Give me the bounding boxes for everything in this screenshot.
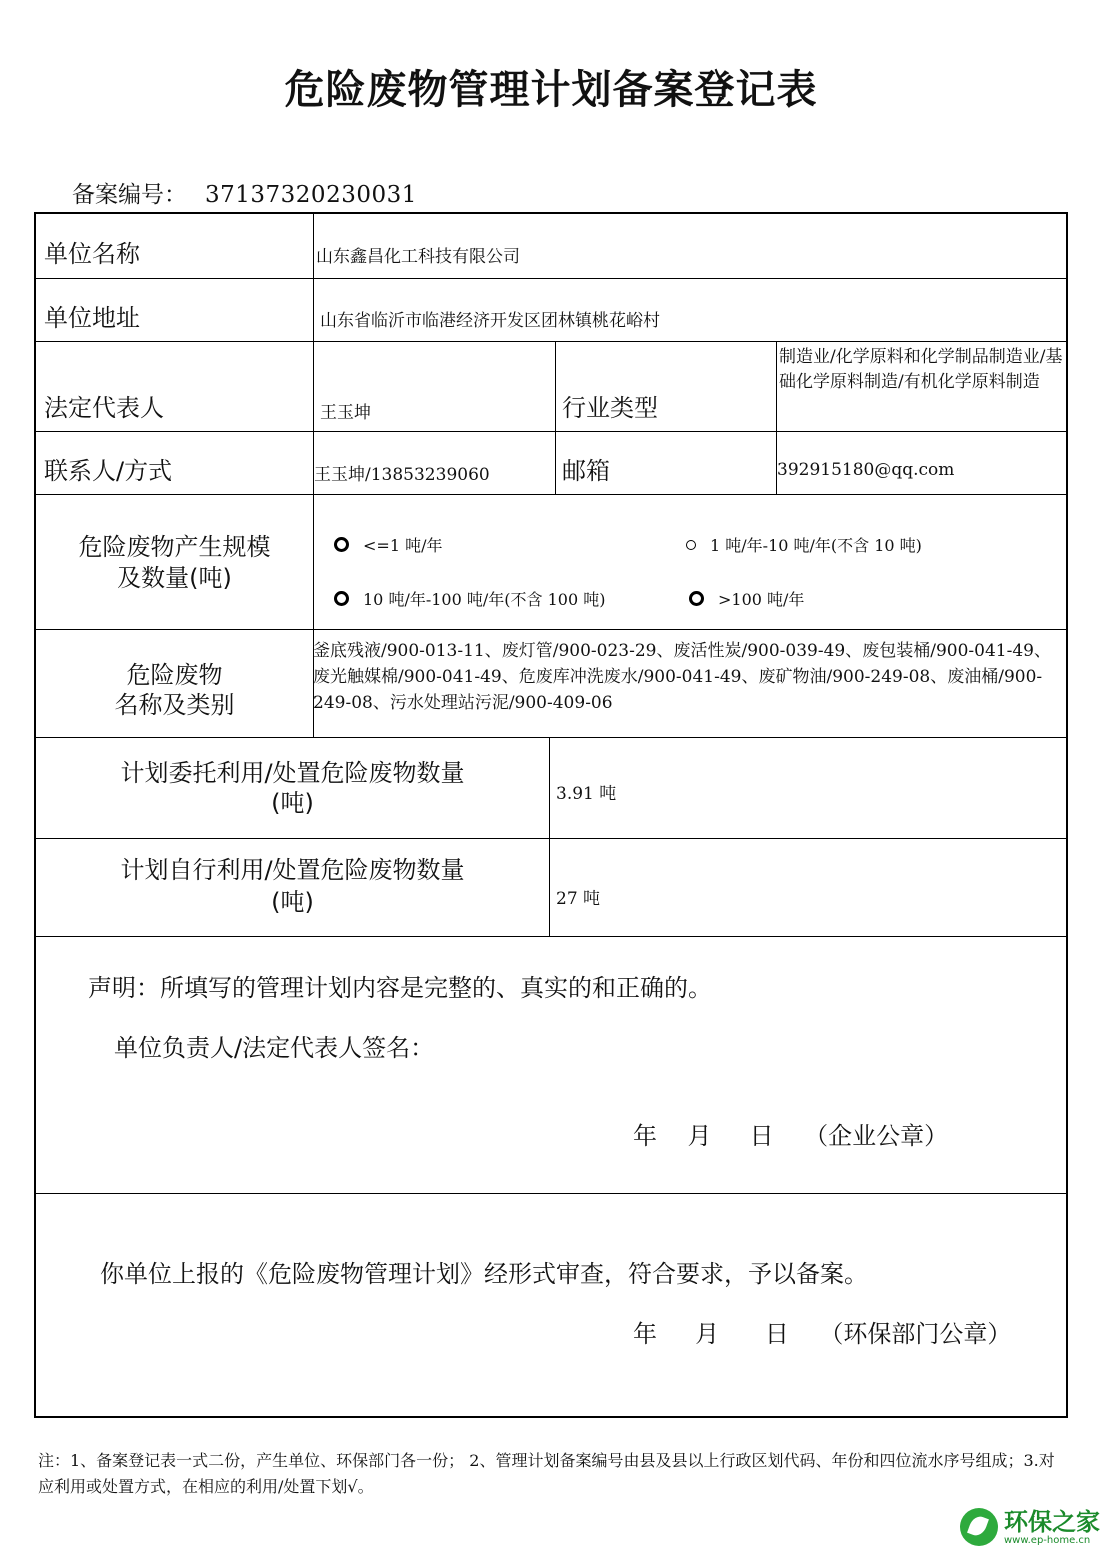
unit-name-label: 单位名称 <box>44 240 140 268</box>
registration-row <box>72 176 417 209</box>
unit-address-value: 山东省临沂市临港经济开发区团林镇桃花峪村 <box>320 311 660 331</box>
registration-number: 37137320230031 <box>205 182 417 208</box>
signature-label: 单位负责人/法定代表人签名： <box>114 1034 435 1062</box>
scale-option-3[interactable]: 10 吨/年-100 吨/年(不含 100 吨) <box>334 587 605 610</box>
scale-label-line1: 危险废物产生规模 <box>78 533 271 561</box>
unit-name-value: 山东鑫昌化工科技有限公司 <box>316 247 520 267</box>
registration-label: 备案编号： <box>72 182 187 208</box>
self-label <box>36 854 549 918</box>
self-value: 27 吨 <box>556 889 601 909</box>
row-divider <box>36 737 1066 738</box>
radio-icon <box>334 591 349 606</box>
watermark-url: www.ep-home.cn <box>1004 1534 1091 1546</box>
self-label-line1: 计划自行利用/处置危险废物数量 <box>120 856 465 884</box>
row-divider <box>36 838 1066 839</box>
entrust-value: 3.91 吨 <box>556 784 617 804</box>
col-divider <box>555 341 556 494</box>
contact-label: 联系人/方式 <box>44 457 173 485</box>
scale-label <box>36 532 313 594</box>
form-table <box>34 212 1068 1418</box>
email-value: 392915180@qq.com <box>777 460 955 480</box>
scale-option-2[interactable]: 1 吨/年-10 吨/年(不含 10 吨) <box>686 533 922 556</box>
email-label: 邮箱 <box>562 457 610 485</box>
col-divider <box>549 737 550 936</box>
leaf-icon <box>960 1508 998 1546</box>
contact-value: 王玉坤/13853239060 <box>314 465 490 485</box>
industry-value: 制造业/化学原料和化学制品制造业/基础化学原料制造/有机化学原料制造 <box>779 347 1063 392</box>
entrust-label-line2: (吨) <box>271 789 314 817</box>
row-divider <box>36 278 1066 279</box>
scale-option-4[interactable]: >100 吨/年 <box>689 587 804 610</box>
row-divider <box>36 629 1066 630</box>
row-divider <box>36 431 1066 432</box>
enterprise-date-seal: 年 月 日 （企业公章） <box>633 1122 949 1150</box>
watermark-name: 环保之家 <box>1004 1507 1100 1536</box>
unit-address-label: 单位地址 <box>44 304 140 332</box>
footnote: 注：1、备案登记表一式二份，产生单位、环保部门各一份； 2、管理计划备案编号由县及县以上行政区划代码、年份和四位流水序号组成；3.对应利用或处置方式，在相应的利用/处置下划√。 <box>38 1451 1055 1496</box>
approval-text: 你单位上报的《危险废物管理计划》经形式审查，符合要求，予以备案。 <box>100 1260 868 1288</box>
scale-option-1[interactable]: <=1 吨/年 <box>334 533 442 556</box>
entrust-label-line1: 计划委托利用/处置危险废物数量 <box>120 759 465 787</box>
declaration-statement: 声明：所填写的管理计划内容是完整的、真实的和正确的。 <box>88 974 712 1002</box>
scale-label-line2: 及数量(吨) <box>117 564 232 592</box>
waste-label <box>36 660 313 720</box>
self-label-line2: (吨) <box>271 888 314 916</box>
page-title: 危险废物管理计划备案登记表 <box>284 67 818 113</box>
industry-label: 行业类型 <box>562 394 658 422</box>
radio-icon <box>686 540 696 550</box>
row-divider <box>36 494 1066 495</box>
watermark-logo <box>960 1508 1100 1546</box>
legal-rep-label: 法定代表人 <box>44 394 164 422</box>
radio-icon <box>689 591 704 606</box>
epa-date-seal: 年 月 日 （环保部门公章） <box>633 1320 1012 1348</box>
radio-icon <box>334 537 349 552</box>
waste-value: 釜底残液/900-013-11、废灯管/900-023-29、废活性炭/900-039-49、废包装桶/900-041-49、废光触媒棉/900-041-49、危废库冲洗废水/900-041-49、废矿物油/900-249-08、废油桶/900-249-08、污水处理站污泥/900-409-06 <box>313 641 1051 713</box>
legal-rep-value: 王玉坤 <box>320 403 371 423</box>
row-divider <box>36 341 1066 342</box>
waste-label-line2: 名称及类别 <box>114 691 235 719</box>
entrust-label <box>36 758 549 818</box>
row-divider <box>36 936 1066 937</box>
row-divider <box>36 1193 1066 1194</box>
waste-label-line1: 危险废物 <box>126 661 223 689</box>
